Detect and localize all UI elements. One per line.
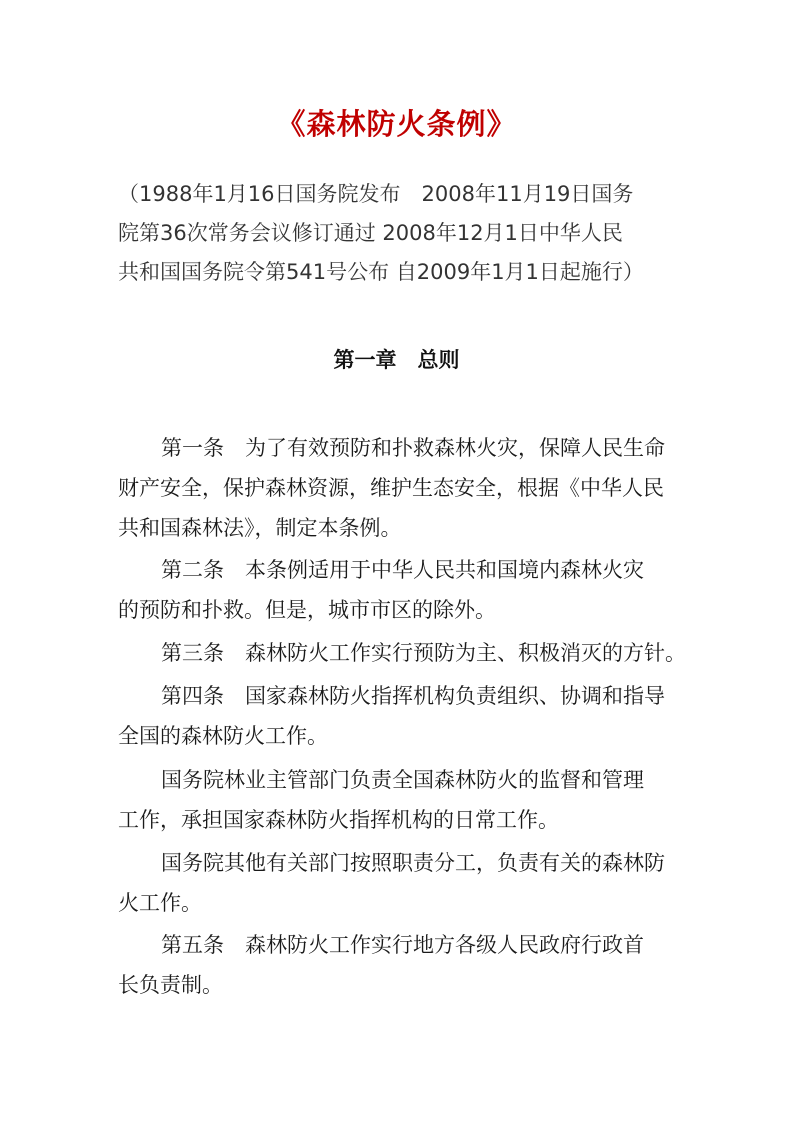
chapter-heading: 第一章 总则 [333,348,460,372]
article-paragraph [118,428,678,548]
paragraph-line: 长负责制。 [118,973,223,997]
paragraph-line: 共和国森林法》，制定本条例。 [118,516,402,540]
article-paragraph [118,760,678,840]
document-subtitle [118,175,678,292]
paragraph-line: 第四条 国家森林防火指挥机构负责组织、协调和指导 [161,684,665,708]
paragraph-line: 第五条 森林防火工作实行地方各级人民政府行政首 [161,933,644,957]
paragraph-line: 全国的森林防火工作。 [118,724,328,748]
article-paragraph [118,925,678,1005]
article-paragraph [118,633,686,673]
subtitle-line: （1988年1月16日国务院发布 2008年11月19日国务 [118,182,634,206]
article-paragraph [118,676,678,756]
paragraph-line: 第三条 森林防火工作实行预防为主、积极消灭的方针。 [161,641,686,665]
subtitle-line: 院第36次常务会议修订通过 2008年12月1日中华人民 [118,221,623,245]
paragraph-line: 国务院林业主管部门负责全国森林防火的监督和管理 [161,768,644,792]
paragraph-line: 第二条 本条例适用于中华人民共和国境内森林火灾 [161,558,644,582]
document-title: 《森林防火条例》 [276,107,517,141]
paragraph-line: 第一条 为了有效预防和扑救森林火灾，保障人民生命 [161,436,665,460]
article-paragraph [118,550,678,630]
paragraph-line: 财产安全，保护森林资源，维护生态安全，根据《中华人民 [118,476,664,500]
paragraph-line: 国务院其他有关部门按照职责分工，负责有关的森林防 [161,851,665,875]
paragraph-line: 火工作。 [118,891,202,915]
paragraph-line: 的预防和扑救。但是，城市市区的除外。 [118,598,496,622]
subtitle-line: 共和国国务院令第541号公布 自2009年1月1日起施行） [118,260,644,284]
paragraph-line: 工作，承担国家森林防火指挥机构的日常工作。 [118,808,559,832]
article-paragraph [118,843,678,923]
